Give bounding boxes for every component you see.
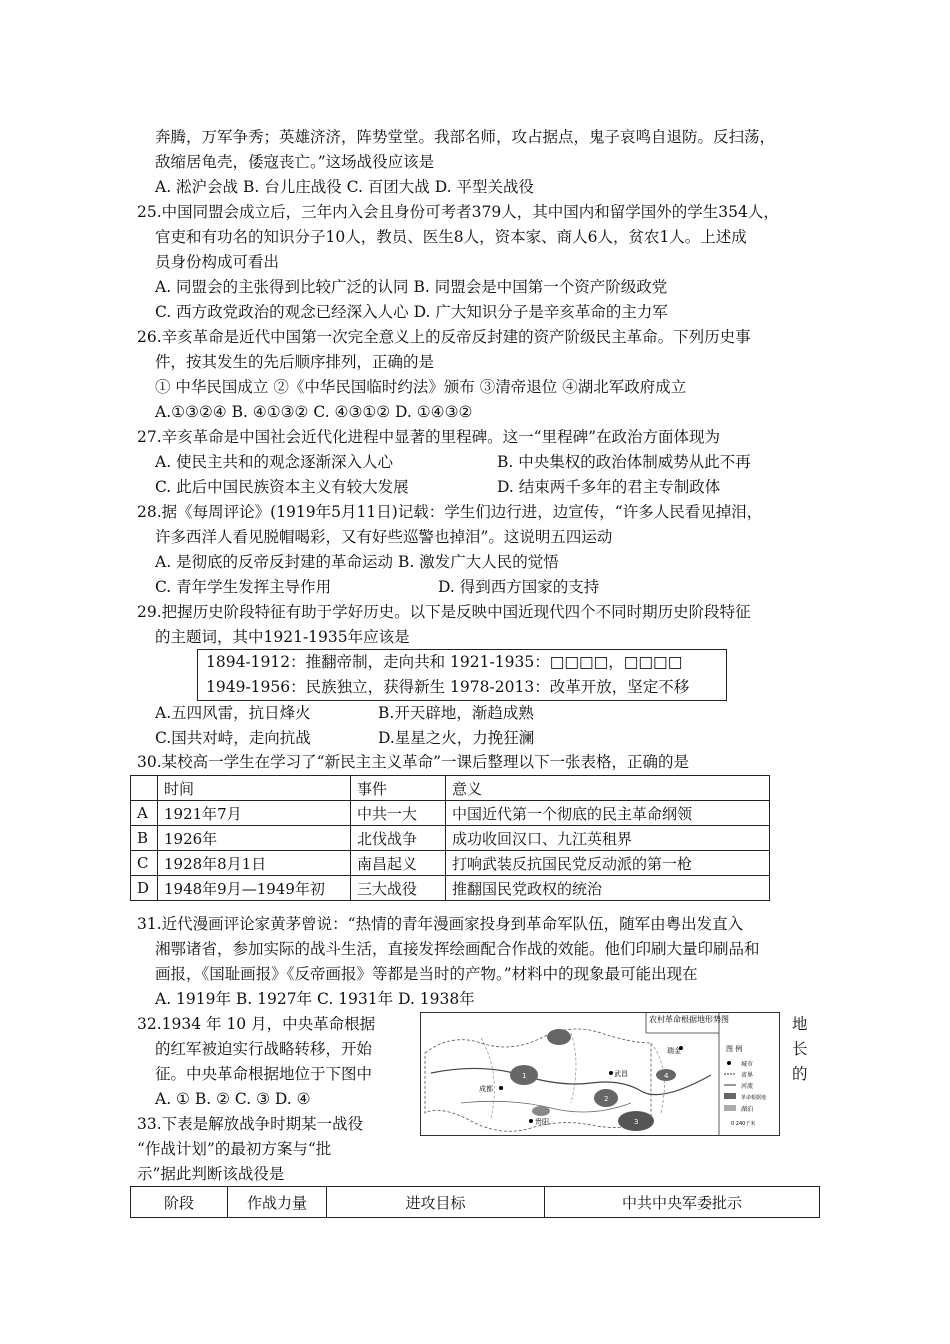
q29-box-row-1: 1894-1912：推翻帝制，走向共和 1921-1935：□□□□，□□□□ bbox=[206, 653, 683, 671]
q31-stem-1: 31.近代漫画评论家黄茅曾说：“热情的青年漫画家投身到革命军队伍，随军由粤出发直入 bbox=[137, 915, 744, 933]
q31-stem-3: 画报，《国耻画报》《反帝画报》等都是当时的产物。”材料中的现象最可能出现在 bbox=[155, 965, 698, 983]
table-cell: B bbox=[131, 826, 158, 851]
map-legend-city: 城市 bbox=[741, 1061, 754, 1068]
q26-stem-2: 件，按其发生的先后顺序排列，正确的是 bbox=[155, 353, 435, 371]
q24-line-2: 敌缩居龟壳，倭寇丧亡。”这场战役应该是 bbox=[155, 153, 435, 171]
q28-option-c: C. 青年学生发挥主导作用 bbox=[155, 578, 332, 596]
table-cell: 进攻目标 bbox=[327, 1187, 545, 1218]
table-row bbox=[131, 826, 770, 851]
map-legend-title: 图 例 bbox=[726, 1045, 743, 1053]
q27-stem: 27.辛亥革命是中国社会近代化进程中显著的里程碑。这一“里程碑”在政治方面体现为 bbox=[137, 428, 721, 446]
q29-option-a: A.五四风雷，抗日烽火 bbox=[155, 704, 311, 722]
q27-option-c: C. 此后中国民族资本主义有较大发展 bbox=[155, 478, 409, 496]
table-cell: 北伐战争 bbox=[351, 826, 446, 851]
q28-options-ab: A. 是彻底的反帝反封建的革命运动 B. 激发广大人民的觉悟 bbox=[155, 553, 559, 571]
q25-options-ab: A. 同盟会的主张得到比较广泛的认同 B. 同盟会是中国第一个资产阶级政党 bbox=[155, 278, 668, 296]
table-cell: 作战力量 bbox=[228, 1187, 327, 1218]
table-cell: C bbox=[131, 851, 158, 876]
table-cell: D bbox=[131, 876, 158, 901]
table-header-row bbox=[131, 776, 770, 801]
q30-table bbox=[130, 775, 770, 901]
q24-line-1: 奔腾，万军争秀；英雄济济，阵势堂堂。我部名师，攻占据点，鬼子哀鸣自退防。反扫荡， bbox=[155, 128, 776, 146]
q27-option-d: D. 结束两千多年的君主专制政体 bbox=[497, 478, 721, 496]
q28-stem-1: 28.据《每周评论》(1919年5月11日)记载：学生们边行进，边宣传，“许多人民看见掉泪， bbox=[137, 503, 763, 521]
q26-options: A.①③②④ B. ④①③② C. ④③①② D. ①④③② bbox=[155, 403, 473, 421]
q25-stem-2: 官吏和有功名的知识分子10人，教员、医生8人，资本家、商人6人，贫农1人。上述成 bbox=[155, 228, 747, 246]
q32-stem-2: 的红军被迫实行战略转移，开始 bbox=[155, 1040, 373, 1058]
table-row bbox=[131, 801, 770, 826]
table-cell: 推翻国民党政权的统治 bbox=[446, 876, 770, 901]
q31-stem-2: 湘鄂诸省，参加实际的战斗生活，直接发挥绘画配合作战的效能。他们印刷大量印刷品和 bbox=[155, 940, 760, 958]
map-legend-base: 革命根据地 bbox=[741, 1095, 767, 1101]
table-cell: 南昌起义 bbox=[351, 851, 446, 876]
map-label-guiyang: 贵阳 bbox=[535, 1118, 549, 1126]
q24-options: A. 淞沪会战 B. 台儿庄战役 C. 百团大战 D. 平型关战役 bbox=[155, 178, 534, 196]
q30-stem: 30.某校高一学生在学习了“新民主主义革命”一课后整理以下一张表格，正确的是 bbox=[137, 753, 690, 771]
map-number-4: 4 bbox=[664, 1072, 669, 1080]
map-scale: 0 240千米 bbox=[731, 1121, 756, 1127]
map-number-2: 2 bbox=[604, 1095, 609, 1103]
q25-stem-1: 25.中国同盟会成立后，三年内入会且身份可考者379人，其中国内和留学国外的学生354人， bbox=[137, 203, 779, 221]
q29-option-b: B.开天辟地，渐趋成熟 bbox=[378, 704, 534, 722]
table-cell bbox=[131, 776, 158, 801]
table-row bbox=[131, 876, 770, 901]
map-label-chengdu: 成都 bbox=[479, 1085, 493, 1093]
q33-stem-2: “作战计划”的最初方案与“批 bbox=[137, 1140, 332, 1158]
table-cell: 事件 bbox=[351, 776, 446, 801]
map-number-1: 1 bbox=[522, 1072, 527, 1080]
revolutionary-base-map bbox=[420, 1012, 780, 1136]
table-cell: 三大战役 bbox=[351, 876, 446, 901]
table-cell: 1948年9月—1949年初 bbox=[158, 876, 351, 901]
q31-options: A. 1919年 B. 1927年 C. 1931年 D. 1938年 bbox=[155, 990, 475, 1008]
q33-stem-3: 示”据此判断该战役是 bbox=[137, 1165, 285, 1183]
q32-stem-2-end: 长 bbox=[792, 1040, 808, 1058]
table-cell: 意义 bbox=[446, 776, 770, 801]
q32-stem-3: 征。中央革命根据地位于下图中 bbox=[155, 1065, 373, 1083]
q25-stem-3: 员身份构成可看出 bbox=[155, 253, 280, 271]
q29-stem-1: 29.把握历史阶段特征有助于学好历史。以下是反映中国近现代四个不同时期历史阶段特征 bbox=[137, 603, 751, 621]
table-cell: 中国近代第一个彻底的民主革命纲领 bbox=[446, 801, 770, 826]
q28-stem-2: 许多西洋人看见脱帽喝彩，又有好些巡警也掉泪”。这说明五四运动 bbox=[155, 528, 613, 546]
map-legend-lake: 湖泊 bbox=[741, 1106, 754, 1113]
map-title: 农村革命根据地形势图 bbox=[649, 1015, 729, 1024]
map-graphic bbox=[421, 1013, 779, 1135]
map-number-3: 3 bbox=[634, 1118, 639, 1126]
q26-stem-1: 26.辛亥革命是近代中国第一次完全意义上的反帝反封建的资产阶级民主革命。下列历史事 bbox=[137, 328, 751, 346]
table-cell: 中共一大 bbox=[351, 801, 446, 826]
table-cell: 打响武装反抗国民党反动派的第一枪 bbox=[446, 851, 770, 876]
q25-options-cd: C. 西方政党政治的观念已经深入人心 D. 广大知识分子是辛亥革命的主力军 bbox=[155, 303, 668, 321]
table-cell: 中共中央军委批示 bbox=[545, 1187, 820, 1218]
q33-table bbox=[130, 1186, 820, 1218]
table-row bbox=[131, 851, 770, 876]
q29-stem-2: 的主题词，其中1921-1935年应该是 bbox=[155, 628, 410, 646]
q26-events: ① 中华民国成立 ②《中华民国临时约法》颁布 ③清帝退位 ④湖北军政府成立 bbox=[155, 378, 687, 396]
q32-stem-1-end: 地 bbox=[792, 1015, 808, 1033]
table-cell: 成功收回汉口、九江英租界 bbox=[446, 826, 770, 851]
table-cell: A bbox=[131, 801, 158, 826]
table-header-row bbox=[131, 1187, 820, 1218]
map-label-wuchang: 武昌 bbox=[614, 1070, 628, 1078]
q27-option-a: A. 使民主共和的观念逐渐深入人心 bbox=[155, 453, 394, 471]
q28-option-d: D. 得到西方国家的支持 bbox=[438, 578, 600, 596]
q32-stem-1: 32.1934 年 10 月，中央革命根据 bbox=[137, 1015, 376, 1033]
table-cell: 1928年8月1日 bbox=[158, 851, 351, 876]
q29-box-row-2: 1949-1956：民族独立，获得新生 1978-2013：改革开放，坚定不移 bbox=[206, 678, 690, 696]
q29-option-d: D.星星之火，力挽狂澜 bbox=[378, 729, 535, 747]
q29-option-c: C.国共对峙，走向抗战 bbox=[155, 729, 311, 747]
q33-stem-1: 33.下表是解放战争时期某一战役 bbox=[137, 1115, 364, 1133]
base-area-north bbox=[547, 1029, 571, 1045]
q27-option-b: B. 中央集权的政治体制威势从此不再 bbox=[497, 453, 751, 471]
q32-stem-3-end: 的 bbox=[792, 1065, 808, 1083]
map-legend-river: 河流 bbox=[741, 1083, 754, 1090]
table-cell: 阶段 bbox=[131, 1187, 228, 1218]
map-legend-border: 省界 bbox=[741, 1072, 754, 1079]
table-cell: 1926年 bbox=[158, 826, 351, 851]
q32-options: A. ① B. ② C. ③ D. ④ bbox=[155, 1090, 311, 1108]
map-label-ruijin: 瑞金 bbox=[667, 1047, 681, 1055]
table-cell: 1921年7月 bbox=[158, 801, 351, 826]
table-cell: 时间 bbox=[158, 776, 351, 801]
